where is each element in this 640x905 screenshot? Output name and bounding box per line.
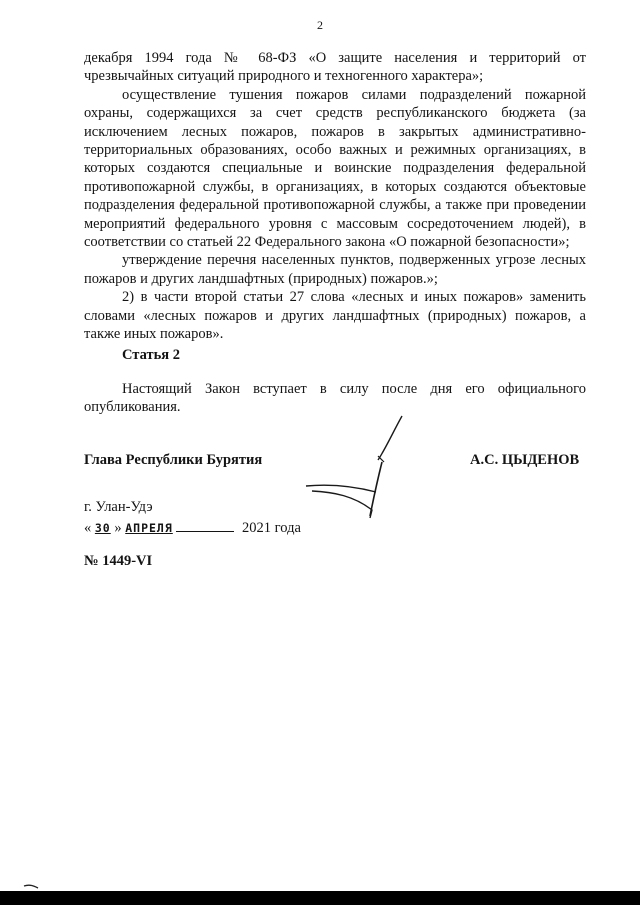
date-month: АПРЕЛЯ (125, 521, 173, 535)
article-text: Настоящий Закон вступает в силу после дня его официального опубликования. (84, 381, 586, 416)
signatory-role: Глава Республики Бурятия (84, 452, 263, 468)
date-year: 2021 года (242, 520, 301, 536)
body-text (84, 49, 586, 344)
page-number: 2 (317, 18, 323, 32)
paragraph-amendment-article-27: 2) в части второй статьи 27 слова «лесных и иных пожаров» заменить словами «лесных пожаров и других ландшафтных (природных) пожаров, а также иных пожаров». (84, 289, 586, 343)
scan-bottom-edge (0, 891, 640, 905)
law-number: № 1449-VI (84, 553, 153, 569)
article-title: Статья 2 (122, 347, 180, 363)
paragraph-continuation: декабря 1994 года № 68-ФЗ «О защите населения и территорий от чрезвычайных ситуаций природного и техногенного характера»; (84, 50, 586, 85)
scan-artifact-mark (22, 876, 52, 892)
date-blank-line (176, 519, 234, 532)
paragraph-settlements-list: утверждение перечня населенных пунктов, подверженных угрозе лесных пожаров и других ландшафтных (природных) пожаров.»; (84, 252, 586, 287)
signatory-name: А.С. ЦЫДЕНОВ (470, 452, 580, 468)
city: г. Улан-Удэ (84, 499, 153, 515)
date-open-quote: « (84, 520, 92, 536)
date-close-quote: » (114, 520, 122, 536)
date-line (84, 519, 301, 537)
paragraph-fire-extinguishing: осуществление тушения пожаров силами подразделений пожарной охраны, содержащихся за счет средств республиканского бюджета (за исключением лесных пожаров, пожаров в закрытых административно-территориальных образованиях, особо важных и режимных организациях, в которых создаются специальные и воинские подразделения федеральной противопожарной службы, в организациях, в которых создаются объектовые подразделения федеральной противопожарной службы, а также при проведении мероприятий федерального уровня с массовым сосредоточением людей), в соответствии со статьей 22 Федерального закона «О пожарной безопасности»; (84, 86, 586, 251)
handwritten-signature (298, 412, 408, 522)
date-day: 30 (94, 521, 111, 535)
